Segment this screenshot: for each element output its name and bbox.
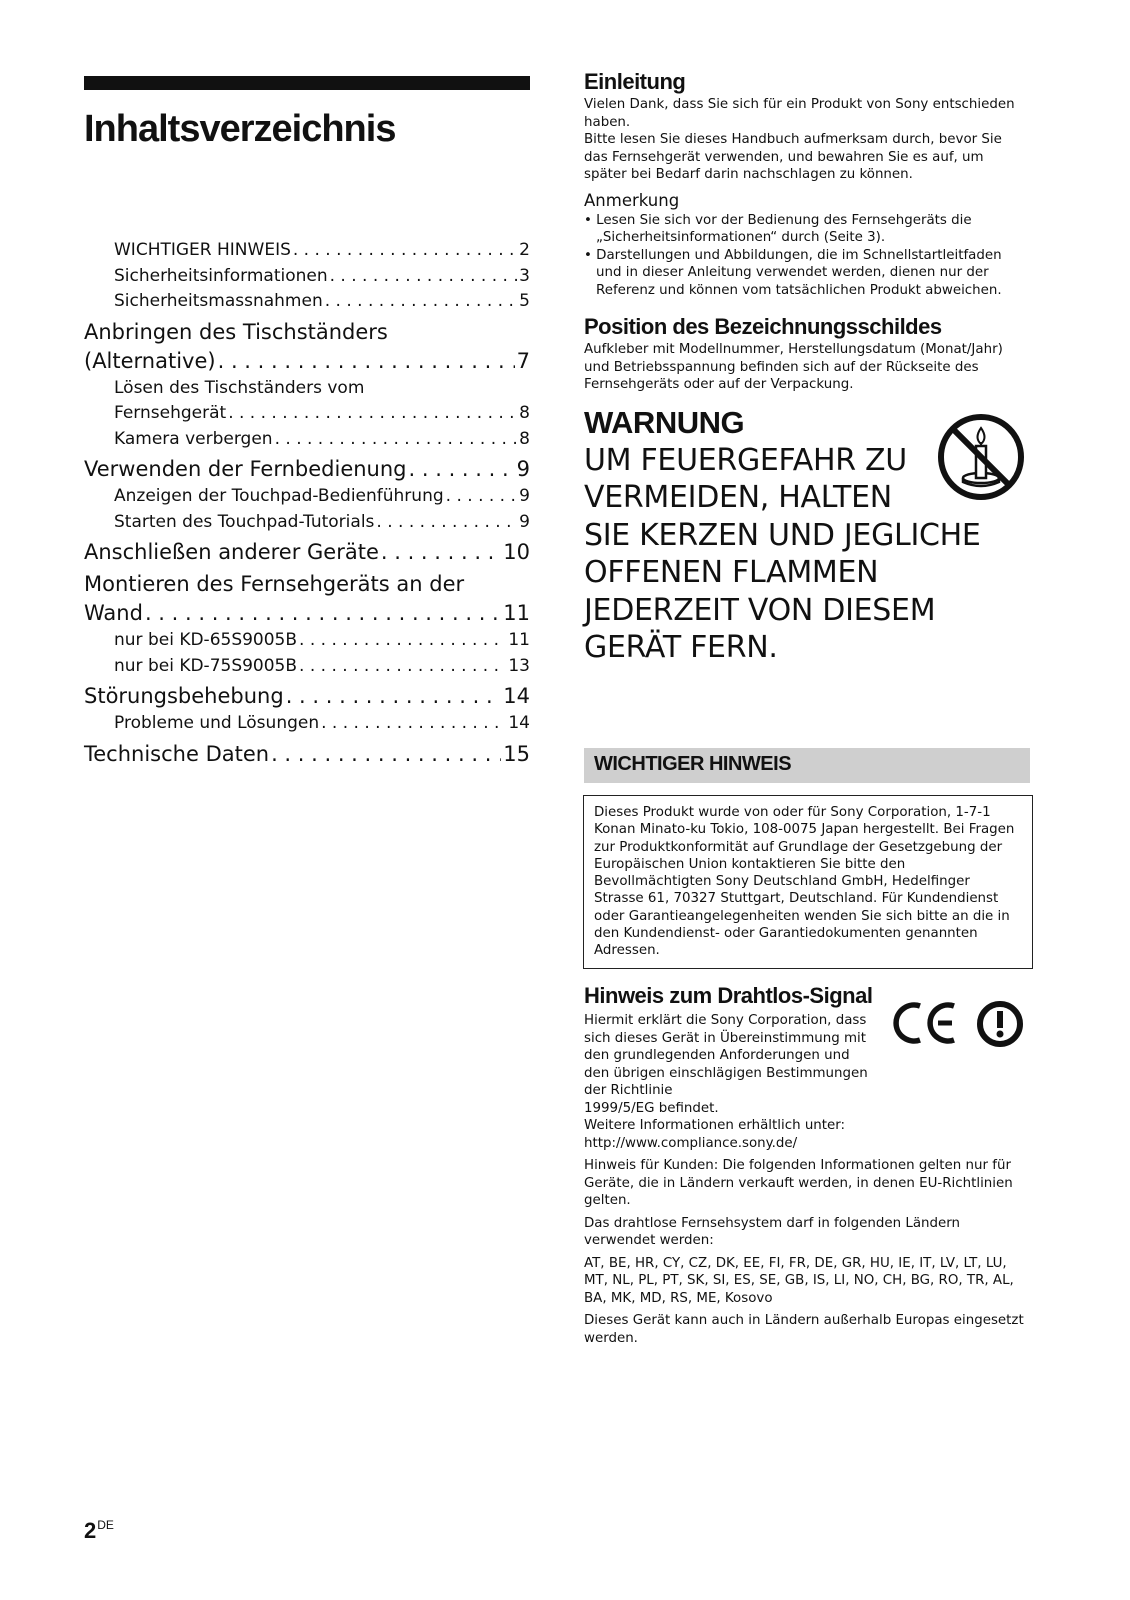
- toc-leader: [293, 238, 517, 264]
- toc-entry-page: 14: [508, 713, 530, 733]
- wireless-paragraph: Hinweis für Kunden: Die folgenden Informationen gelten nur für Geräte, die in Ländern verkauft werden, in denen EU-Richtlinien gelten.: [584, 1158, 1013, 1208]
- toc-entry-label: Sicherheitsinformationen: [114, 265, 328, 286]
- toc-entry-label: WICHTIGER HINWEIS: [114, 240, 291, 260]
- toc-entry-label-line1: Lösen des Tischständers vom: [114, 377, 365, 398]
- toc-entry-page: 14: [503, 684, 530, 708]
- wireless-declaration-line: den übrigen einschlägigen Bestimmungen: [584, 1065, 868, 1081]
- toc-entry[interactable]: [84, 264, 530, 290]
- toc-entry-page: 11: [508, 630, 530, 650]
- warning-line: OFFENEN FLAMMEN: [584, 555, 879, 590]
- toc-entry[interactable]: [84, 376, 530, 427]
- warning-line: UM FEUERGEFAHR ZU: [584, 442, 907, 478]
- toc-leader: [321, 711, 506, 737]
- notice-heading-bar: [584, 748, 1030, 783]
- notice-box: [583, 795, 1033, 969]
- intro-paragraph: Vielen Dank, dass Sie sich für ein Produkt von Sony entschieden haben.: [584, 97, 1015, 130]
- warning-line: JEDERZEIT VON DIESEM: [584, 592, 936, 628]
- toc-entry-page: 3: [519, 265, 530, 286]
- toc-entry-label-line1: Anbringen des Tischständers: [84, 319, 388, 344]
- wireless-heading: Hinweis zum Drahtlos-Signal: [584, 983, 873, 1008]
- right-column: [584, 68, 1028, 664]
- label-position-text: Aufkleber mit Modellnummer, Herstellungsdatum (Monat/Jahr) und Betriebsspannung befinden sich auf der Rückseite des Fernsehgeräts oder auf der Verpackung.: [584, 342, 1003, 392]
- toc-leader: [381, 538, 501, 567]
- wireless-declaration-line: 1999/5/EG befindet.: [584, 1100, 719, 1116]
- toc-entry-page: 7: [516, 348, 530, 373]
- compliance-link[interactable]: http://www.compliance.sony.de/: [584, 1135, 798, 1151]
- toc-entry-page: 9: [516, 457, 530, 481]
- page-title: Inhaltsverzeichnis: [84, 108, 396, 150]
- toc-entry-label: nur bei KD-75S9005B: [114, 655, 298, 676]
- toc-entry-page: 2: [519, 240, 530, 260]
- toc-entry[interactable]: [84, 538, 530, 567]
- warning-line: VERMEIDEN, HALTEN: [584, 480, 892, 515]
- table-of-contents: [84, 238, 530, 769]
- toc-leader: [299, 628, 506, 654]
- wireless-declaration-line: den grundlegenden Anforderungen und: [584, 1048, 850, 1063]
- toc-leader: [409, 455, 515, 484]
- toc-entry-page: 13: [508, 655, 530, 676]
- toc-entry-label: (Alternative): [84, 348, 216, 373]
- toc-entry[interactable]: [84, 628, 530, 654]
- toc-entry[interactable]: [84, 740, 530, 769]
- toc-entry-label: Starten des Touchpad-Tutorials: [114, 511, 375, 532]
- wireless-section: [584, 982, 1028, 1347]
- toc-header: [84, 76, 530, 152]
- toc-entry[interactable]: [84, 289, 530, 315]
- toc-entry-label: Sicherheitsmassnahmen: [114, 291, 323, 311]
- toc-entry[interactable]: [84, 455, 530, 484]
- toc-entry-label: Anzeigen der Touchpad-Bedienführung: [114, 486, 444, 506]
- toc-leader: [228, 401, 517, 427]
- note-heading: Anmerkung: [584, 190, 680, 210]
- toc-entry-page: 8: [519, 428, 530, 449]
- toc-leader: [446, 484, 518, 510]
- warning-line: GERÄT FERN.: [584, 630, 778, 665]
- toc-entry[interactable]: [84, 654, 530, 680]
- toc-entry-label: Anschließen anderer Geräte: [84, 540, 379, 564]
- toc-leader: [286, 682, 502, 711]
- wireless-paragraph: Dieses Gerät kann auch in Ländern außerhalb Europas eingesetzt werden.: [584, 1313, 1024, 1346]
- intro-paragraph: Bitte lesen Sie dieses Handbuch aufmerksam durch, bevor Sie das Fernsehgerät verwenden, und bewahren Sie es auf, um später bei Bedarf darin nachschlagen zu können.: [584, 132, 1002, 182]
- wireless-declaration-line: der Richtlinie: [584, 1083, 673, 1098]
- toc-leader: [376, 510, 517, 536]
- page-footer: [84, 1518, 114, 1544]
- toc-entry[interactable]: [84, 570, 530, 628]
- language-code: DE: [97, 1518, 114, 1532]
- toc-leader: [275, 427, 518, 453]
- country-list: AT, BE, HR, CY, CZ, DK, EE, FI, FR, DE, GR, HU, IE, IT, LV, LT, LU, MT, NL, PL, PT, SK, SI, ES, SE, GB, IS, LI, NO, CH, BG, RO, TR, AL, BA, MK, MD, RS, ME, Kosovo: [584, 1255, 1014, 1306]
- warning-title: WARNUNG: [584, 404, 745, 440]
- wireless-declaration-line: Weitere Informationen erhältlich unter:: [584, 1118, 846, 1133]
- warning-block: [584, 404, 1028, 664]
- toc-entry-label: Verwenden der Fernbedienung: [84, 457, 407, 481]
- toc-entry-label: Technische Daten: [84, 741, 270, 766]
- toc-entry-page: 11: [503, 601, 530, 625]
- toc-entry[interactable]: [84, 427, 530, 453]
- wireless-declaration-line: Hiermit erklärt die Sony Corporation, dass: [584, 1013, 867, 1028]
- toc-leader: [271, 740, 501, 769]
- toc-entry-label: Störungsbehebung: [84, 684, 284, 708]
- toc-entry[interactable]: [84, 318, 530, 376]
- toc-entry[interactable]: [84, 682, 530, 711]
- intro-heading: Einleitung: [584, 69, 686, 94]
- label-position-heading: Position des Bezeichnungsschildes: [584, 314, 942, 339]
- note-bullet: • Darstellungen und Abbildungen, die im Schnellstartleitfaden und in dieser Anleitung verwendet werden, dienen nur der Referenz und können vom tatsächlichen Produkt abweichen.: [584, 247, 1002, 298]
- toc-leader: [325, 289, 517, 315]
- toc-entry-label: Fernsehgerät: [114, 403, 227, 423]
- page-number: 2: [84, 1518, 97, 1543]
- ce-mark-icon: [890, 1000, 958, 1046]
- toc-entry-page: 10: [503, 540, 530, 564]
- note-bullet: • Lesen Sie sich vor der Bedienung des Fernsehgeräts die „Sicherheitsinformationen“ durch (Seite 3).: [584, 212, 972, 245]
- toc-leader: [330, 264, 518, 290]
- notice-text: Dieses Produkt wurde von oder für Sony Corporation, 1-7-1 Konan Minato-ku Tokio, 108-0075 Japan hergestellt. Bei Fragen zur Produktkonformität auf Grundlage der Gesetzgebung der Europäischen Union kontaktieren Sie bitte den Bevollmächtigten Sony Deutschland GmbH, Hedelfinger Strasse 61, 70327 Stuttgart, Deutschland. Für Kundendienst oder Garantieangelegenheiten wenden Sie sich bitte an die in den Kundendienst- oder Garantiedokumenten genannten Adressen.: [594, 805, 1015, 959]
- toc-entry-page: 9: [519, 486, 530, 506]
- toc-entry-page: 9: [519, 511, 530, 532]
- wireless-declaration-line: sich dieses Gerät in Übereinstimmung mit: [584, 1030, 866, 1046]
- warning-line: SIE KERZEN UND JEGLICHE: [584, 517, 981, 553]
- toc-leader: [218, 347, 515, 376]
- toc-entry-page: 8: [519, 403, 530, 423]
- toc-entry-page: 15: [503, 741, 530, 766]
- wireless-paragraph: Das drahtlose Fernsehsystem darf in folgenden Ländern verwendet werden:: [584, 1215, 961, 1248]
- toc-entry[interactable]: [84, 484, 530, 510]
- toc-entry[interactable]: [84, 238, 530, 264]
- toc-entry-label: nur bei KD-65S9005B: [114, 630, 298, 650]
- notice-heading: WICHTIGER HINWEIS: [594, 753, 792, 775]
- toc-entry[interactable]: [84, 711, 530, 737]
- toc-leader: [299, 654, 506, 680]
- alert-class-icon: [976, 1000, 1024, 1048]
- toc-entry-label: Probleme und Lösungen: [114, 713, 320, 733]
- toc-entry-label: Wand: [84, 601, 143, 625]
- title-rule: [84, 76, 530, 90]
- toc-leader: [145, 599, 501, 628]
- no-candle-icon: [936, 412, 1026, 502]
- toc-entry[interactable]: [84, 510, 530, 536]
- toc-entry-label: Kamera verbergen: [114, 428, 273, 449]
- toc-entry-label-line1: Montieren des Fernsehgeräts an der: [84, 572, 465, 596]
- toc-entry-page: 5: [519, 291, 530, 311]
